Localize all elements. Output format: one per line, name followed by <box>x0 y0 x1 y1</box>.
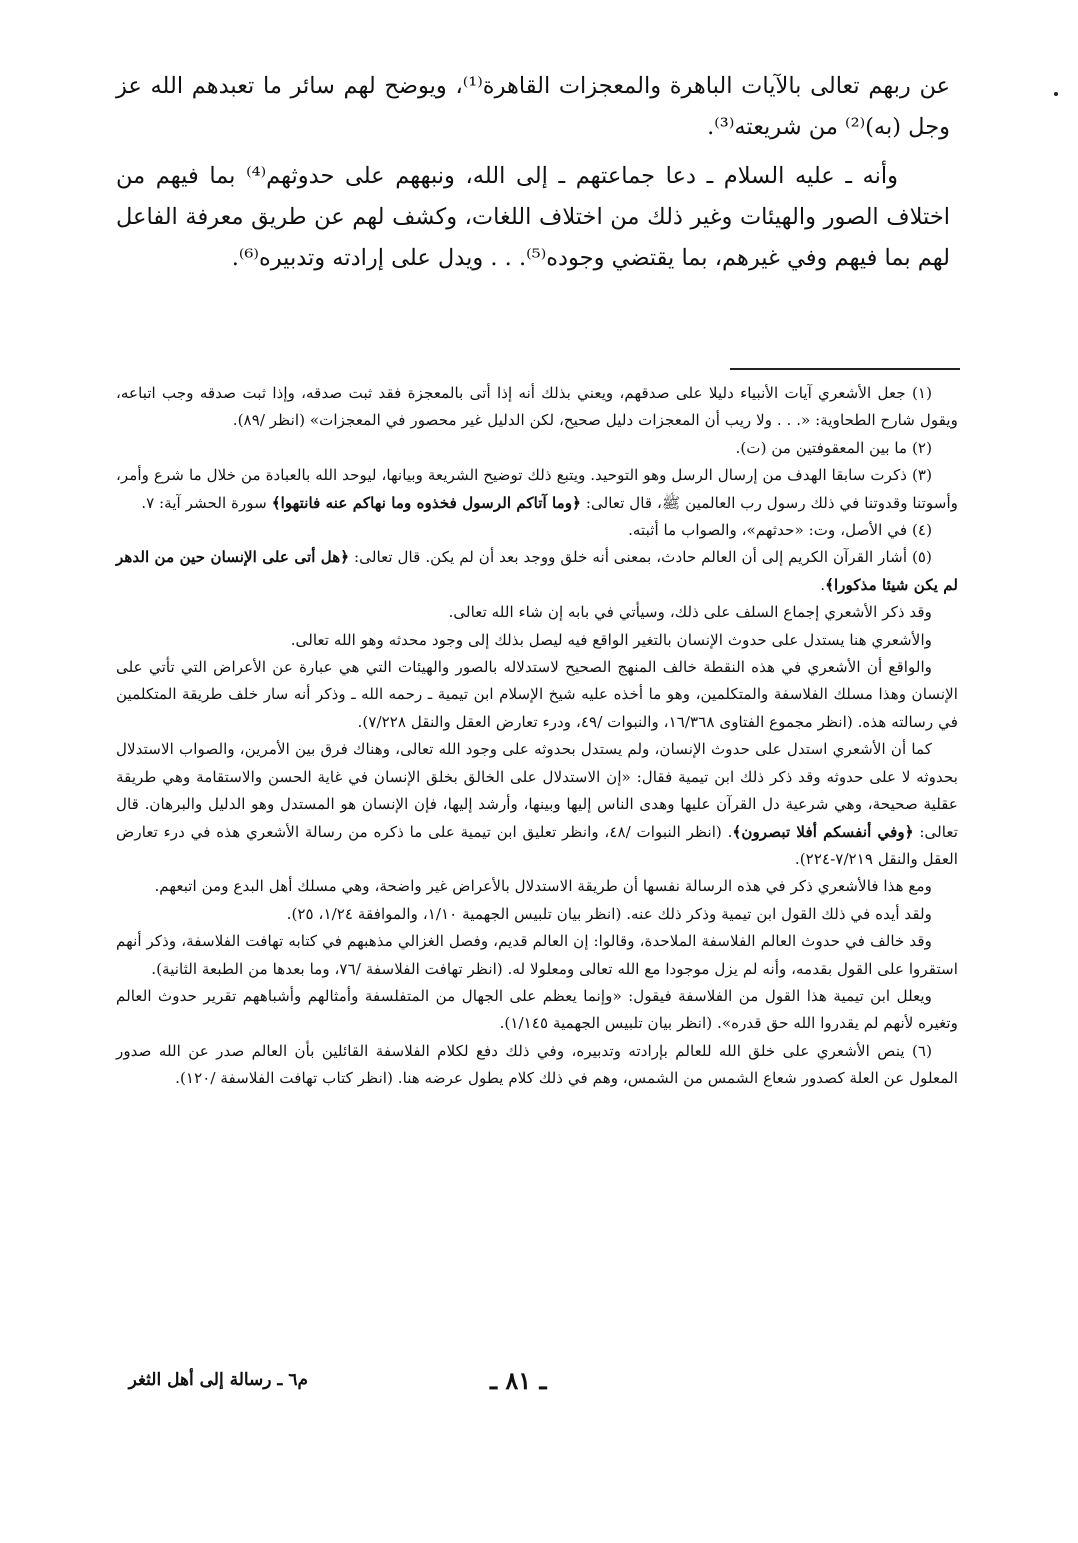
footnotes <box>116 380 958 1093</box>
footnote-6: (٦) ينص الأشعري على خلق الله للعالم بإرادته وتدبيره، وفي ذلك دفع لكلام الفلاسفة القائلين بأن العالم صدر عن الله صدور المعلول عن العلة كصدور شعاع الشمس من الشمس، وهم في ذلك كلام يطول عرضه هنا. (انظر كتاب تهافت الفلاسفة /١٢٠). <box>116 1041 958 1088</box>
footnote-5-para-h: ولقد أيده في ذلك القول ابن تيمية وذكر ذلك عنه. (انظر بيان تلبيس الجهمية ١/١٠، والموافقة ١/٢٤، ٢٥). <box>286 904 932 923</box>
footnote-5-para-f <box>116 736 958 873</box>
main-paragraph-2: وأنه ـ عليه السلام ـ دعا جماعتهم ـ إلى الله، ونبههم على حدوثهم⁽⁴⁾ بما فيهم من اختلاف الصور والهيئات وغير ذلك من اختلاف اللغات، وكشف لهم عن طريق معرفة الفاعل لهم بما فيهم وفي غيرهم، بما يقتضي وجوده⁽⁵⁾. . . ويدل على إرادته وتدبيره⁽⁶⁾. <box>116 163 950 271</box>
footnote-3-source: سورة الحشر آية: ٧. <box>141 493 272 512</box>
footnote-3 <box>116 462 958 517</box>
page-footer <box>0 1366 1078 1406</box>
footnote-5-text: (٥) أشار القرآن الكريم إلى أن العالم حادث، بمعنى أنه خلق ووجد بعد أن لم يكن. قال تعالى: <box>349 548 932 567</box>
footnote-5 <box>116 544 958 599</box>
footnote-5-para-i: وقد خالف في حدوث العالم الفلاسفة الملاحدة، وقالوا: إن العالم قديم، وفصل الغزالي مذهبهم في كتابه تهافت الفلاسفة، وذكر أنهم استقروا على القول بقدمه، وأنه لم يزل موجودا مع الله تعالى ومعلولا له. (انظر تهافت الفلاسفة /٧٦، وما بعدها من الطبعة الثانية). <box>116 932 958 978</box>
page-number: ـ ٨١ ـ <box>490 1366 547 1395</box>
footnote-5-para-j: ويعلل ابن تيمية هذا القول من الفلاسفة فيقول: «وإنما يعظم على الجهال من المتفلسفة وأمثالهم وأشباههم تقرير حدوث العالم وتغيره لأنهم لم يقدروا الله حق قدره». (انظر بيان تلبيس الجهمية ١/١٤٥). <box>116 986 958 1033</box>
main-paragraph-1: عن ربهم تعالى بالآيات الباهرة والمعجزات القاهرة⁽¹⁾، ويوضح لهم سائر ما تعبدهم الله عز وجل (به)⁽²⁾ من شريعته⁽³⁾. <box>116 73 950 140</box>
footnote-3-quran-verse: ﴿وما آتاكم الرسول فخذوه وما نهاكم عنه فانتهوا﴾ <box>271 493 582 512</box>
footnote-5-end: . <box>820 575 826 594</box>
main-text <box>116 66 950 279</box>
footnote-5-para-c: وقد ذكر الأشعري إجماع السلف على ذلك، وسيأتي في بابه إن شاء الله تعالى. <box>448 603 932 622</box>
footnote-2: (٢) ما بين المعقوفتين من (ت). <box>735 438 932 457</box>
footnote-5-quran-verse: ﴿هل أتى على الإنسان حين من الدهر لم يكن شيئا مذكورا﴾ <box>116 548 958 594</box>
margin-mark <box>1054 92 1058 96</box>
footnote-1: (١) جعل الأشعري آيات الأنبياء دليلا على صدقهم، ويعني بذلك أنه إذا أتى بالمعجزة فقد ثبت صدقه، وإذا ثبت صدقه وجب اتباعه، ويقول شارح الطحاوية: «. . . ولا ريب أن المعجزات دليل صحيح، لكن الدليل غير محصور في المعجزات» (انظر /٨٩). <box>116 384 958 430</box>
footnote-5-para-f-text: كما أن الأشعري استدل على حدوث الإنسان، ولم يستدل بحدوثه على وجود الله تعالى، وهناك فرق بين الأمرين، والصواب الاستدلال بحدوثه لا على حدوثه وقد ذكر ذلك ابن تيمية فقال: «إن الاستدلال على الخالق بخلق الإنسان في غاية الحسن والاستقامة وهي طريقة عقلية صحيحة، وهي شرعية دل القرآن عليها وهدى الناس إليها وبينها، وأرشد إليها، فإن الإنسان هو المستدل وهو الدليل والبرهان. قال تعالى: <box>116 740 958 841</box>
footnote-5-para-e: والواقع أن الأشعري في هذه النقطة خالف المنهج الصحيح لاستدلاله بالصور والهيئات التي هي عبارة عن الأعراض التي تأتي على الإنسان وهذا مسلك الفلاسفة والمتكلمين، وهو ما أخذه عليه شيخ الإسلام ابن تيمية ـ رحمه الله ـ وذكر أنه سار خلف طريقة المتكلمين في رسالته هذه. (انظر مجموع الفتاوى ١٦/٣٦٨، والنبوات /٤٩، ودرء تعارض العقل والنقل ٧/٢٢٨). <box>116 658 958 731</box>
footnote-3-text: (٣) ذكرت سابقا الهدف من إرسال الرسل وهو التوحيد. ويتبع ذلك توضيح الشريعة وبيانها، ليوحد الله بالعبادة من خلال ما شرع وأمر، وأسوتنا وقدوتنا في ذلك رسول رب العالمين ﷺ، قال تعالى: <box>116 466 958 512</box>
footnote-5-para-f-end: . (انظر النبوات /٤٨، وانظر تعليق ابن تيمية على ما ذكره من رسالة الأشعري هذه في درء تعارض العقل والنقل ٧/٢١٩-٢٢٤). <box>116 822 958 868</box>
footnote-4: (٤) في الأصل، وت: «حدثهم»، والصواب ما أثبته. <box>628 521 932 540</box>
footnote-5-para-f-quran-verse: ﴿وفي أنفسكم أفلا تبصرون﴾ <box>732 822 914 841</box>
running-title: م٦ ـ رسالة إلى أهل الثغر <box>128 1370 308 1390</box>
footnote-separator <box>730 368 960 370</box>
footnote-5-para-d: والأشعري هنا يستدل على حدوث الإنسان بالتغير الواقع فيه ليصل بذلك إلى وجود محدثه وهو الله تعالى. <box>290 630 932 649</box>
footnote-5-para-g: ومع هذا فالأشعري ذكر في هذه الرسالة نفسها أن طريقة الاستدلال بالأعراض غير واضحة، وهي مسلك أهل البدع ومن اتبعهم. <box>154 877 932 896</box>
